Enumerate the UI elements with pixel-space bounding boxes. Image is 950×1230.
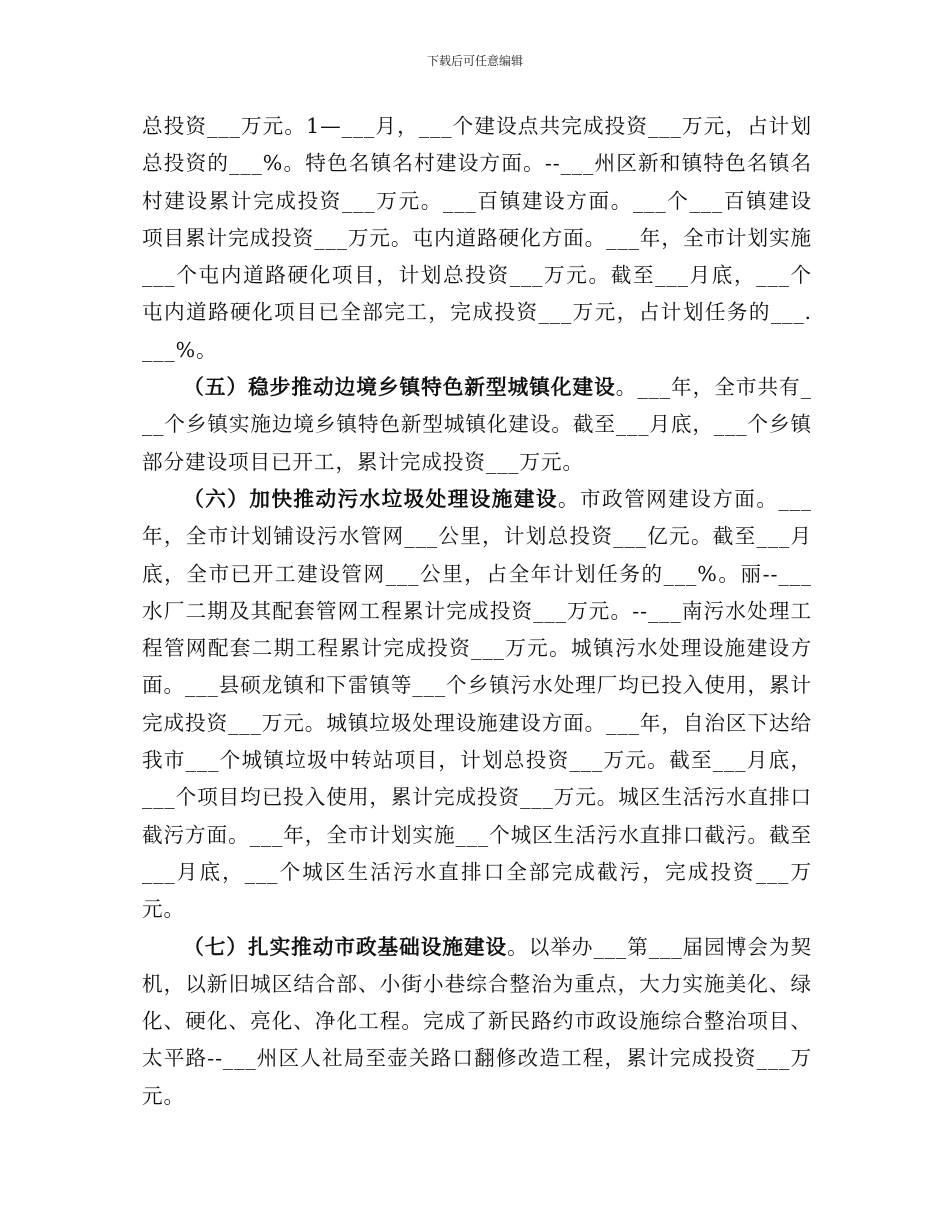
paragraph-text: 。市政管网建设方面。___年，全市计划铺设污水管网___公里，计划总投资___亿元。截至___月底，全市已开工建设管网___公里，占全年计划任务的___%。丽--___水厂二期及其配套管网工程累计完成投资___万元。--___南污水处理工程管网配套二期工程累计完成投资___万元。城镇污水处理设施建设方面。___县硕龙镇和下雷镇等___个乡镇污水处理厂均已投入使用，累计完成投资___万元。城镇垃圾处理设施建设方面。___年，自治区下达给我市___个城镇垃圾中转站项目，计划总投资___万元。截至___月底，___个项目均已投入使用，累计完成投资___万元。城区生活污水直排口截污方面。___年，全市计划实施___个城区生活污水直排口截污。截至___月底，___个城区生活污水直排口全部完成截污，完成投资___万元。 (142, 486, 812, 922)
paragraph-text: 。以举办___第___届园博会为契机，以新旧城区结合部、小街小巷综合整治为重点，大力实施美化、绿化、硬化、亮化、净化工程。完成了新民路约市政设施综合整治项目、太平路--___州区人社局至壶关路口翻修改造工程，累计完成投资___万元。 (142, 934, 812, 1108)
section-heading-7: （七）扎实推动市政基础设施建设 (183, 934, 508, 959)
paragraph-text: 总投资___万元。1—___月，___个建设点共完成投资___万元，占计划总投资的___%。特色名镇名村建设方面。--___州区新和镇特色名镇名村建设累计完成投资___万元。___百镇建设方面。___个___百镇建设项目累计完成投资___万元。屯内道路硬化方面。___年，全市计划实施___个屯内道路硬化项目，计划总投资___万元。截至___月底，___个屯内道路硬化项目已全部完工，完成投资___万元，占计划任务的___. ___%。 (142, 114, 812, 362)
paragraph-municipal-infrastructure (142, 929, 812, 1115)
page-header: 下载后可任意编辑 (426, 54, 523, 68)
paragraph-sewage-waste-facilities (142, 481, 812, 929)
paragraph-text: 。___年，全市共有___个乡镇实施边境乡镇特色新型城镇化建设。截至___月底，___个乡镇部分建设项目已开工，累计完成投资___万元。 (142, 375, 812, 474)
section-heading-5: （五）稳步推动边境乡镇特色新型城镇化建设 (183, 375, 616, 400)
paragraph-investment-summary (142, 108, 812, 369)
section-heading-6: （六）加快推动污水垃圾处理设施建设 (183, 486, 558, 511)
paragraph-border-town-construction (142, 369, 812, 481)
document-body (142, 108, 812, 1115)
